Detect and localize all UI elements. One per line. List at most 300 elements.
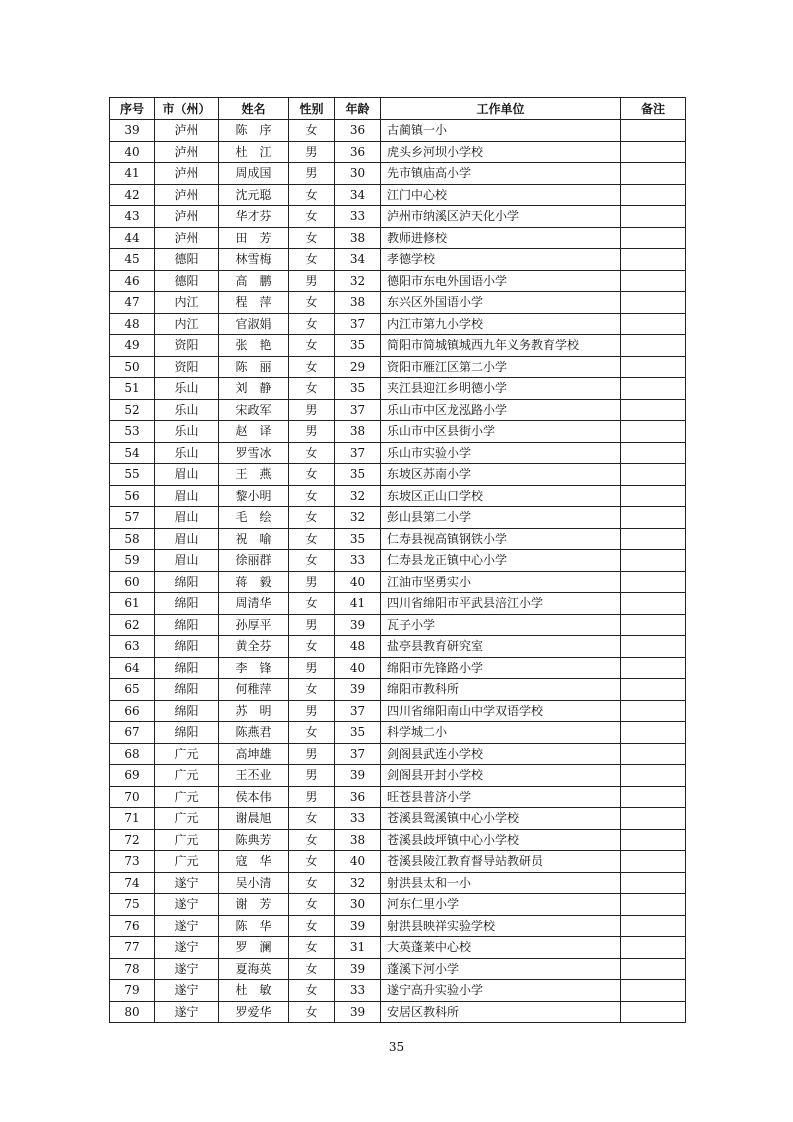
- cell-unit: 绵阳市先锋路小学: [381, 657, 621, 679]
- cell-city: 绵阳: [155, 722, 219, 744]
- cell-city: 绵阳: [155, 657, 219, 679]
- cell-age: 39: [335, 614, 381, 636]
- table-row: [110, 851, 686, 873]
- cell-index: 45: [110, 249, 155, 271]
- cell-unit: 江油市坚勇实小: [381, 571, 621, 593]
- cell-age: 34: [335, 184, 381, 206]
- cell-age: 39: [335, 915, 381, 937]
- cell-remark: [621, 743, 686, 765]
- cell-city: 德阳: [155, 249, 219, 271]
- teacher-roster-table: [109, 97, 686, 1023]
- cell-remark: [621, 980, 686, 1002]
- cell-unit: 彭山县第二小学: [381, 507, 621, 529]
- cell-remark: [621, 765, 686, 787]
- cell-index: 76: [110, 915, 155, 937]
- cell-index: 55: [110, 464, 155, 486]
- cell-remark: [621, 292, 686, 314]
- cell-city: 眉山: [155, 464, 219, 486]
- cell-age: 30: [335, 163, 381, 185]
- cell-name: 官淑娟: [219, 313, 289, 335]
- cell-remark: [621, 227, 686, 249]
- cell-unit: 苍溪县鸳溪镇中心小学校: [381, 808, 621, 830]
- cell-unit: 孝德学校: [381, 249, 621, 271]
- cell-age: 37: [335, 700, 381, 722]
- cell-gender: 男: [289, 743, 335, 765]
- cell-remark: [621, 507, 686, 529]
- cell-unit: 苍溪县陵江教育督导站教研员: [381, 851, 621, 873]
- cell-index: 62: [110, 614, 155, 636]
- cell-gender: 男: [289, 571, 335, 593]
- cell-city: 绵阳: [155, 700, 219, 722]
- cell-age: 35: [335, 528, 381, 550]
- table-row: [110, 399, 686, 421]
- table-row: [110, 421, 686, 443]
- header-city: 市（州）: [155, 98, 219, 120]
- cell-city: 绵阳: [155, 636, 219, 658]
- cell-unit: 河东仁里小学: [381, 894, 621, 916]
- table-row: [110, 679, 686, 701]
- cell-gender: 女: [289, 227, 335, 249]
- cell-age: 40: [335, 851, 381, 873]
- table-row: [110, 980, 686, 1002]
- table-row: [110, 937, 686, 959]
- cell-gender: 男: [289, 786, 335, 808]
- cell-gender: 女: [289, 958, 335, 980]
- cell-remark: [621, 485, 686, 507]
- table-row: [110, 184, 686, 206]
- cell-name: 罗 澜: [219, 937, 289, 959]
- cell-name: 沈元聪: [219, 184, 289, 206]
- table-row: [110, 292, 686, 314]
- cell-city: 绵阳: [155, 679, 219, 701]
- cell-unit: 内江市第九小学校: [381, 313, 621, 335]
- cell-unit: 教师进修校: [381, 227, 621, 249]
- cell-gender: 女: [289, 808, 335, 830]
- cell-city: 广元: [155, 786, 219, 808]
- cell-index: 64: [110, 657, 155, 679]
- cell-index: 65: [110, 679, 155, 701]
- cell-unit: 江门中心校: [381, 184, 621, 206]
- cell-remark: [621, 356, 686, 378]
- cell-gender: 女: [289, 722, 335, 744]
- cell-city: 广元: [155, 829, 219, 851]
- cell-unit: 德阳市东电外国语小学: [381, 270, 621, 292]
- cell-age: 37: [335, 743, 381, 765]
- cell-gender: 男: [289, 765, 335, 787]
- cell-age: 32: [335, 507, 381, 529]
- cell-city: 德阳: [155, 270, 219, 292]
- table-row: [110, 808, 686, 830]
- cell-remark: [621, 636, 686, 658]
- cell-age: 39: [335, 958, 381, 980]
- cell-city: 泸州: [155, 184, 219, 206]
- cell-unit: 简阳市简城镇城西九年义务教育学校: [381, 335, 621, 357]
- cell-remark: [621, 700, 686, 722]
- cell-name: 周清华: [219, 593, 289, 615]
- cell-name: 夏海英: [219, 958, 289, 980]
- cell-city: 广元: [155, 851, 219, 873]
- cell-name: 何稚萍: [219, 679, 289, 701]
- table-row: [110, 464, 686, 486]
- table-row: [110, 227, 686, 249]
- cell-age: 36: [335, 120, 381, 142]
- cell-city: 遂宁: [155, 915, 219, 937]
- header-name: 姓名: [219, 98, 289, 120]
- table-row: [110, 722, 686, 744]
- header-gender: 性别: [289, 98, 335, 120]
- cell-index: 70: [110, 786, 155, 808]
- cell-index: 73: [110, 851, 155, 873]
- cell-index: 78: [110, 958, 155, 980]
- cell-index: 52: [110, 399, 155, 421]
- cell-unit: 盐亭县教育研究室: [381, 636, 621, 658]
- cell-gender: 女: [289, 1001, 335, 1023]
- cell-remark: [621, 442, 686, 464]
- cell-name: 田 芳: [219, 227, 289, 249]
- cell-age: 32: [335, 485, 381, 507]
- cell-index: 79: [110, 980, 155, 1002]
- cell-age: 37: [335, 399, 381, 421]
- cell-remark: [621, 786, 686, 808]
- cell-name: 王 燕: [219, 464, 289, 486]
- cell-unit: 乐山市实验小学: [381, 442, 621, 464]
- cell-index: 69: [110, 765, 155, 787]
- table-row: [110, 786, 686, 808]
- cell-gender: 男: [289, 163, 335, 185]
- table-row: [110, 593, 686, 615]
- header-index: 序号: [110, 98, 155, 120]
- cell-index: 60: [110, 571, 155, 593]
- cell-index: 44: [110, 227, 155, 249]
- table-row: [110, 829, 686, 851]
- cell-remark: [621, 657, 686, 679]
- cell-city: 内江: [155, 313, 219, 335]
- cell-gender: 女: [289, 442, 335, 464]
- cell-gender: 女: [289, 292, 335, 314]
- cell-name: 陈 华: [219, 915, 289, 937]
- cell-remark: [621, 614, 686, 636]
- table-row: [110, 1001, 686, 1023]
- cell-remark: [621, 141, 686, 163]
- cell-index: 72: [110, 829, 155, 851]
- table-row: [110, 120, 686, 142]
- cell-unit: 仁寿县视高镇钢铁小学: [381, 528, 621, 550]
- cell-gender: 女: [289, 120, 335, 142]
- table-row: [110, 528, 686, 550]
- cell-unit: 遂宁高升实验小学: [381, 980, 621, 1002]
- cell-remark: [621, 184, 686, 206]
- table-row: [110, 872, 686, 894]
- cell-remark: [621, 808, 686, 830]
- cell-age: 39: [335, 679, 381, 701]
- table-row: [110, 356, 686, 378]
- cell-name: 寇 华: [219, 851, 289, 873]
- cell-age: 39: [335, 1001, 381, 1023]
- cell-remark: [621, 528, 686, 550]
- cell-index: 75: [110, 894, 155, 916]
- cell-unit: 瓦子小学: [381, 614, 621, 636]
- cell-gender: 男: [289, 421, 335, 443]
- cell-index: 54: [110, 442, 155, 464]
- cell-gender: 女: [289, 464, 335, 486]
- cell-gender: 女: [289, 378, 335, 400]
- cell-index: 50: [110, 356, 155, 378]
- cell-name: 陈典芳: [219, 829, 289, 851]
- cell-index: 57: [110, 507, 155, 529]
- cell-unit: 东兴区外国语小学: [381, 292, 621, 314]
- header-unit: 工作单位: [381, 98, 621, 120]
- cell-unit: 东坡区苏南小学: [381, 464, 621, 486]
- cell-name: 陈 序: [219, 120, 289, 142]
- cell-city: 乐山: [155, 399, 219, 421]
- cell-gender: 女: [289, 550, 335, 572]
- table-row: [110, 894, 686, 916]
- cell-city: 遂宁: [155, 937, 219, 959]
- cell-index: 49: [110, 335, 155, 357]
- cell-name: 陈 丽: [219, 356, 289, 378]
- cell-unit: 东坡区正山口学校: [381, 485, 621, 507]
- cell-remark: [621, 421, 686, 443]
- cell-remark: [621, 829, 686, 851]
- cell-index: 46: [110, 270, 155, 292]
- cell-name: 吴小清: [219, 872, 289, 894]
- cell-age: 35: [335, 335, 381, 357]
- cell-city: 乐山: [155, 378, 219, 400]
- cell-name: 黎小明: [219, 485, 289, 507]
- cell-city: 遂宁: [155, 958, 219, 980]
- cell-name: 高 鹏: [219, 270, 289, 292]
- cell-city: 眉山: [155, 507, 219, 529]
- cell-age: 36: [335, 786, 381, 808]
- cell-name: 谢 芳: [219, 894, 289, 916]
- cell-unit: 射洪县映祥实验学校: [381, 915, 621, 937]
- cell-city: 乐山: [155, 442, 219, 464]
- cell-index: 41: [110, 163, 155, 185]
- cell-remark: [621, 464, 686, 486]
- cell-gender: 女: [289, 636, 335, 658]
- cell-gender: 女: [289, 915, 335, 937]
- cell-age: 37: [335, 313, 381, 335]
- table-row: [110, 163, 686, 185]
- cell-age: 31: [335, 937, 381, 959]
- cell-city: 遂宁: [155, 872, 219, 894]
- cell-gender: 女: [289, 829, 335, 851]
- cell-remark: [621, 894, 686, 916]
- cell-unit: 苍溪县歧坪镇中心小学校: [381, 829, 621, 851]
- cell-city: 遂宁: [155, 980, 219, 1002]
- cell-city: 眉山: [155, 528, 219, 550]
- cell-remark: [621, 851, 686, 873]
- cell-unit: 四川省绵阳市平武县涪江小学: [381, 593, 621, 615]
- cell-index: 42: [110, 184, 155, 206]
- cell-remark: [621, 335, 686, 357]
- cell-name: 谢晨旭: [219, 808, 289, 830]
- table-row: [110, 571, 686, 593]
- cell-name: 周成国: [219, 163, 289, 185]
- cell-name: 程 萍: [219, 292, 289, 314]
- cell-remark: [621, 722, 686, 744]
- cell-age: 33: [335, 206, 381, 228]
- cell-city: 泸州: [155, 163, 219, 185]
- table-row: [110, 442, 686, 464]
- table-row: [110, 335, 686, 357]
- cell-age: 36: [335, 141, 381, 163]
- cell-unit: 仁寿县龙正镇中心小学: [381, 550, 621, 572]
- cell-index: 66: [110, 700, 155, 722]
- cell-gender: 男: [289, 614, 335, 636]
- cell-index: 43: [110, 206, 155, 228]
- cell-remark: [621, 120, 686, 142]
- cell-name: 赵 译: [219, 421, 289, 443]
- table-row: [110, 550, 686, 572]
- page-number: 35: [388, 1040, 405, 1054]
- cell-index: 53: [110, 421, 155, 443]
- cell-age: 40: [335, 657, 381, 679]
- cell-age: 38: [335, 292, 381, 314]
- cell-name: 徐丽群: [219, 550, 289, 572]
- cell-unit: 乐山市中区龙泓路小学: [381, 399, 621, 421]
- header-remark: 备注: [621, 98, 686, 120]
- table-row: [110, 141, 686, 163]
- cell-remark: [621, 915, 686, 937]
- table-row: [110, 614, 686, 636]
- table-row: [110, 270, 686, 292]
- cell-name: 苏 明: [219, 700, 289, 722]
- cell-gender: 女: [289, 356, 335, 378]
- cell-city: 内江: [155, 292, 219, 314]
- cell-age: 41: [335, 593, 381, 615]
- cell-index: 68: [110, 743, 155, 765]
- cell-age: 32: [335, 872, 381, 894]
- cell-remark: [621, 206, 686, 228]
- table-row: [110, 700, 686, 722]
- cell-gender: 男: [289, 270, 335, 292]
- cell-remark: [621, 163, 686, 185]
- table-row: [110, 958, 686, 980]
- cell-gender: 女: [289, 937, 335, 959]
- table-row: [110, 249, 686, 271]
- table-row: [110, 507, 686, 529]
- table-row: [110, 313, 686, 335]
- cell-gender: 男: [289, 700, 335, 722]
- cell-gender: 女: [289, 184, 335, 206]
- cell-index: 80: [110, 1001, 155, 1023]
- cell-remark: [621, 270, 686, 292]
- cell-city: 泸州: [155, 120, 219, 142]
- cell-index: 47: [110, 292, 155, 314]
- cell-remark: [621, 958, 686, 980]
- cell-city: 广元: [155, 765, 219, 787]
- cell-index: 59: [110, 550, 155, 572]
- cell-gender: 女: [289, 593, 335, 615]
- cell-gender: 女: [289, 894, 335, 916]
- cell-age: 35: [335, 378, 381, 400]
- cell-unit: 科学城二小: [381, 722, 621, 744]
- cell-unit: 射洪县太和一小: [381, 872, 621, 894]
- cell-age: 35: [335, 464, 381, 486]
- cell-gender: 女: [289, 335, 335, 357]
- cell-city: 广元: [155, 743, 219, 765]
- cell-remark: [621, 378, 686, 400]
- cell-unit: 绵阳市教科所: [381, 679, 621, 701]
- cell-unit: 先市镇庙高小学: [381, 163, 621, 185]
- header-age: 年龄: [335, 98, 381, 120]
- cell-index: 63: [110, 636, 155, 658]
- cell-remark: [621, 679, 686, 701]
- cell-remark: [621, 249, 686, 271]
- cell-name: 罗雪冰: [219, 442, 289, 464]
- cell-city: 绵阳: [155, 571, 219, 593]
- cell-remark: [621, 399, 686, 421]
- cell-name: 李 锋: [219, 657, 289, 679]
- cell-city: 泸州: [155, 141, 219, 163]
- cell-gender: 女: [289, 528, 335, 550]
- cell-city: 资阳: [155, 356, 219, 378]
- cell-name: 宋政军: [219, 399, 289, 421]
- cell-city: 遂宁: [155, 894, 219, 916]
- cell-remark: [621, 593, 686, 615]
- cell-name: 蒋 毅: [219, 571, 289, 593]
- cell-age: 30: [335, 894, 381, 916]
- cell-remark: [621, 313, 686, 335]
- cell-city: 广元: [155, 808, 219, 830]
- cell-city: 遂宁: [155, 1001, 219, 1023]
- roster-body: [110, 120, 686, 1023]
- table-row: [110, 485, 686, 507]
- cell-gender: 男: [289, 657, 335, 679]
- cell-name: 祝 喻: [219, 528, 289, 550]
- cell-city: 泸州: [155, 227, 219, 249]
- cell-index: 67: [110, 722, 155, 744]
- cell-name: 刘 静: [219, 378, 289, 400]
- cell-age: 38: [335, 829, 381, 851]
- cell-name: 侯本伟: [219, 786, 289, 808]
- cell-age: 29: [335, 356, 381, 378]
- cell-gender: 女: [289, 872, 335, 894]
- table-row: [110, 915, 686, 937]
- cell-unit: 夹江县迎江乡明德小学: [381, 378, 621, 400]
- cell-age: 48: [335, 636, 381, 658]
- cell-city: 眉山: [155, 550, 219, 572]
- cell-name: 毛 绘: [219, 507, 289, 529]
- cell-name: 罗爱华: [219, 1001, 289, 1023]
- cell-index: 74: [110, 872, 155, 894]
- cell-index: 51: [110, 378, 155, 400]
- cell-gender: 女: [289, 980, 335, 1002]
- cell-gender: 男: [289, 141, 335, 163]
- cell-gender: 女: [289, 313, 335, 335]
- table-row: [110, 636, 686, 658]
- cell-unit: 剑阁县开封小学校: [381, 765, 621, 787]
- cell-name: 黄全芬: [219, 636, 289, 658]
- cell-name: 王丕业: [219, 765, 289, 787]
- cell-city: 绵阳: [155, 593, 219, 615]
- cell-unit: 安居区教科所: [381, 1001, 621, 1023]
- cell-age: 38: [335, 421, 381, 443]
- cell-name: 陈燕君: [219, 722, 289, 744]
- cell-age: 40: [335, 571, 381, 593]
- cell-gender: 女: [289, 851, 335, 873]
- cell-gender: 女: [289, 206, 335, 228]
- header-row: [110, 98, 686, 120]
- cell-name: 林雪梅: [219, 249, 289, 271]
- cell-age: 32: [335, 270, 381, 292]
- cell-name: 张 艳: [219, 335, 289, 357]
- cell-index: 77: [110, 937, 155, 959]
- cell-name: 杜 敏: [219, 980, 289, 1002]
- cell-unit: 虎头乡河坝小学校: [381, 141, 621, 163]
- cell-remark: [621, 571, 686, 593]
